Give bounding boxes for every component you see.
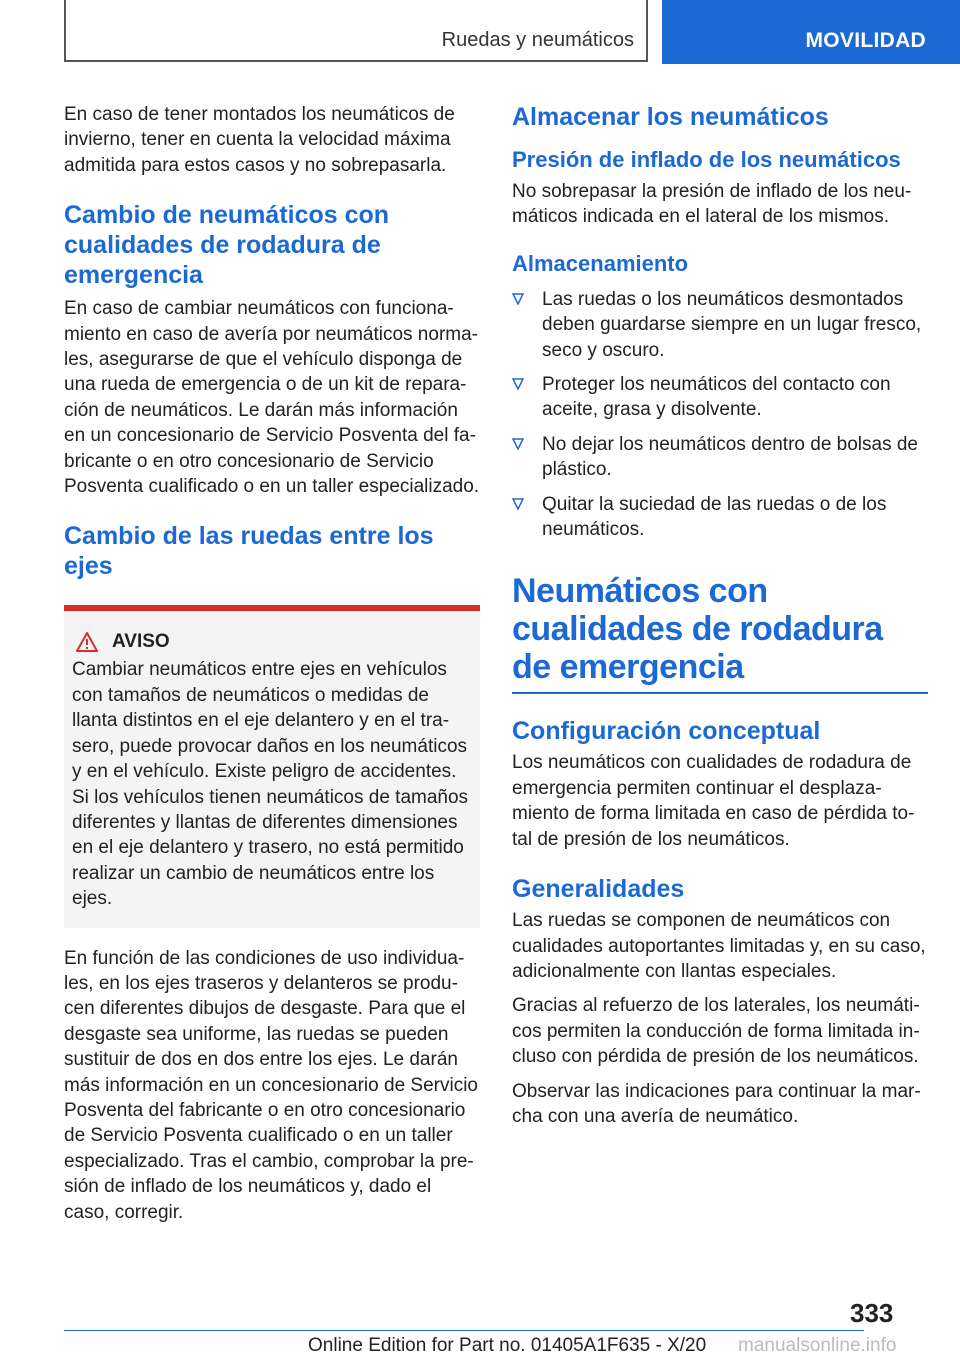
header-section-tab bbox=[64, 0, 648, 62]
page-number: 333 bbox=[850, 1298, 894, 1328]
bullet-triangle-icon bbox=[512, 498, 524, 510]
pressure-paragraph: No sobrepasar la presión de inflado de los neumáticos indicada en el lateral de los mismos. bbox=[512, 181, 912, 228]
bullet-triangle-icon bbox=[512, 438, 524, 450]
header-section-title: Ruedas y neumáticos bbox=[441, 29, 634, 51]
emergency-paragraph: En caso de cambiar neumáticos con funcionamiento en caso de avería por neumáticos normales, asegurarse de que el vehículo disponga de una rueda de emergencia o de un kit de reparación de neumáticos. Le darán más información en un concesionario de Servicio Posventa del fabricante o en otro concesionario de Servicio Posventa cualificado o en un taller especializado. bbox=[64, 298, 480, 498]
list-item-text: No dejar los neumáticos dentro de bolsas de plástico. bbox=[542, 433, 919, 481]
heading-general: Generalidades bbox=[512, 875, 685, 904]
heading-concept: Configuración conceptual bbox=[512, 717, 821, 746]
warning-box bbox=[64, 605, 480, 927]
heading-wheel-rotation: Cambio de las ruedas entre los ejes bbox=[64, 522, 434, 581]
left-column bbox=[64, 102, 480, 1234]
heading-storage: Almacenamiento bbox=[512, 250, 689, 276]
footer-edition: Online Edition for Part no. 01405A1F635 - X/20 bbox=[308, 1335, 707, 1356]
footer-watermark: manualsonline.info bbox=[738, 1335, 897, 1356]
heading-runflat-tires: Neumáticos con cualidades de rodadura de emergencia bbox=[512, 572, 883, 687]
warning-text: Cambiar neumáticos entre ejes en vehículos con tamaños de neumáticos o medidas de llanta distintos en el eje delantero y en el trasero, puede provocar daños en los neumáticos y en el vehículo. Existe peligro de accidentes. Si los vehículos tienen neumáticos de tamaños diferentes y llantas de diferentes dimensiones en el eje delantero y trasero, no está permitido realizar un cambio de neumáticos entre los ejes. bbox=[72, 659, 469, 910]
general-paragraph-3: Observar las indicaciones para continuar la marcha con una avería de neumático. bbox=[512, 1080, 921, 1127]
concept-paragraph: Los neumáticos con cualidades de rodadura de emergencia permiten continuar el desplazamiento de forma limitada en caso de pérdida total de presión de los neumáticos. bbox=[512, 752, 915, 850]
storage-list bbox=[512, 287, 928, 543]
list-item bbox=[512, 492, 928, 543]
list-item bbox=[512, 432, 928, 483]
list-item-text: Quitar la suciedad de las ruedas o de los neumáticos. bbox=[542, 493, 887, 541]
bullet-triangle-icon bbox=[512, 293, 524, 305]
list-item-text: Las ruedas o los neumáticos desmontados deben guardarse siempre en un lugar fresco, seco y oscuro. bbox=[542, 288, 922, 361]
warning-header bbox=[72, 631, 472, 653]
warning-triangle-icon bbox=[76, 632, 98, 652]
list-item-text: Proteger los neumáticos del contacto con aceite, grasa y disolvente. bbox=[542, 374, 891, 421]
heading-inflation-pressure: Presión de inflado de los neumáticos bbox=[512, 147, 901, 172]
header-chapter-title: MOVILIDAD bbox=[805, 29, 926, 52]
general-paragraph-2: Gracias al refuerzo de los laterales, los neumáticos permiten la conducción de forma limitada incluso con pérdida de presión de los neumáticos. bbox=[512, 995, 920, 1068]
runflat-heading-wrap bbox=[512, 572, 928, 694]
header-chapter-tab bbox=[662, 0, 960, 64]
footer-divider bbox=[64, 1330, 864, 1331]
right-column bbox=[512, 102, 928, 1138]
heading-emergency-tire-change: Cambio de neumáticos con cualidades de rodadura de emergencia bbox=[64, 201, 390, 290]
bullet-triangle-icon bbox=[512, 378, 524, 390]
intro-paragraph: En caso de tener montados los neumáticos de invierno, tener en cuenta la velocidad máxima admitida para estos casos y no sobrepasarla. bbox=[64, 104, 455, 176]
list-item bbox=[512, 372, 928, 423]
general-paragraph-1: Las ruedas se componen de neumáticos con cualidades autoportantes limitadas y, en su caso, adicionalmente con llantas especiales. bbox=[512, 910, 926, 982]
list-item bbox=[512, 287, 928, 363]
rotation-paragraph: En función de las condiciones de uso individuales, en los ejes traseros y delanteros se producen diferentes dibujos de desgaste. Para que el desgaste sea uniforme, las ruedas se pueden sustituir de dos en dos entre los ejes. Le darán más información en un concesionario de Servicio Posventa del fabricante o en otro concesionario de Servicio Posventa cualificado o en un taller especializado. Tras el cambio, comprobar la presión de inflado de los neumáticos y, dado el caso, corregir. bbox=[64, 947, 478, 1223]
heading-tire-storage: Almacenar los neumáticos bbox=[512, 103, 829, 131]
warning-title: AVISO bbox=[112, 631, 170, 653]
